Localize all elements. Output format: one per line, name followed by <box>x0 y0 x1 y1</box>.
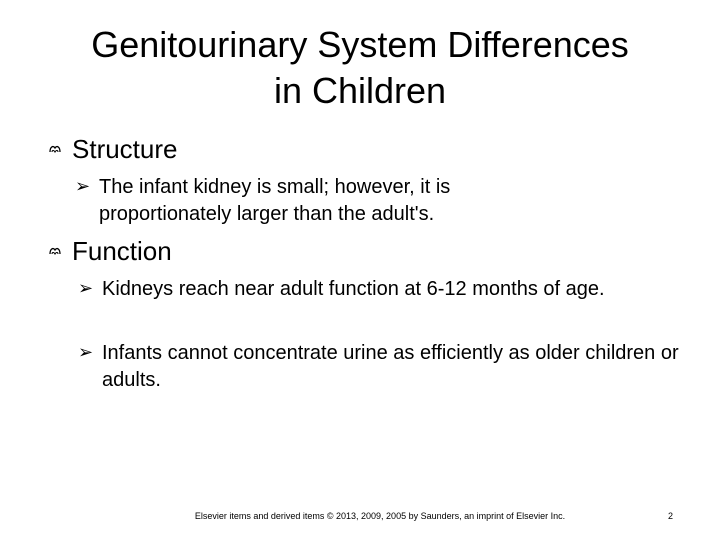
arrowhead-bullet-icon: ➢ <box>78 278 94 298</box>
page-number: 2 <box>668 511 674 521</box>
fleuron-bullet-icon <box>48 142 62 156</box>
fleuron-bullet-icon <box>48 244 62 258</box>
slide-title <box>40 22 680 114</box>
slide-title-line-1: Genitourinary System Differences <box>91 24 629 65</box>
bullet-text: The infant kidney is small; however, it is proportionately larger than the adult's. <box>99 176 451 225</box>
section-heading: Structure <box>72 134 178 164</box>
arrowhead-bullet-icon: ➢ <box>75 176 91 196</box>
slide-title-line-2: in Children <box>273 70 447 111</box>
section-heading: Function <box>72 236 172 266</box>
copyright-footer: Elsevier items and derived items © 2013, 2009, 2005 by Saunders, an imprint of Elsevier Inc. <box>194 511 566 521</box>
arrowhead-bullet-icon: ➢ <box>78 342 94 362</box>
bullet-text: Infants cannot concentrate urine as efficiently as older children or adults. <box>102 342 679 391</box>
bullet-text: Kidneys reach near adult function at 6-12 months of age. <box>102 278 605 300</box>
